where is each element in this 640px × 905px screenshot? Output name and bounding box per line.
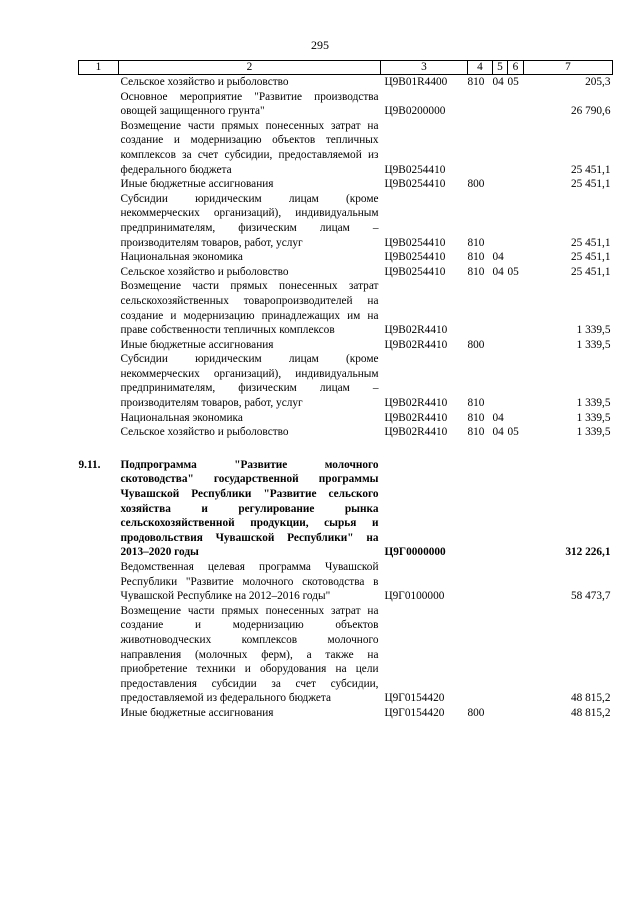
row-pr	[508, 177, 524, 192]
row-sum: 312 226,1	[565, 546, 611, 559]
row-pr	[508, 411, 524, 426]
header-col-4: 4	[468, 61, 493, 75]
table-row	[79, 177, 613, 192]
row-name: Сельское хозяйство и рыболовство	[120, 76, 289, 88]
row-pr	[508, 560, 524, 604]
row-pr	[508, 90, 524, 119]
row-vr: 810	[467, 236, 485, 249]
row-sum: 25 451,1	[570, 265, 611, 278]
row-rz: 04	[492, 76, 504, 88]
row-code: Ц9В02R4410	[384, 338, 448, 351]
row-vr: 810	[467, 397, 485, 410]
header-col-7: 7	[524, 61, 613, 75]
row-spacer	[79, 440, 613, 458]
table-row	[79, 192, 613, 250]
row-name: Сельское хозяйство и рыболовство	[120, 265, 289, 278]
row-code: Ц9В0254410	[384, 236, 446, 249]
row-name: Иные бюджетные ассигнования	[120, 338, 274, 351]
row-number	[79, 250, 119, 265]
row-pr	[508, 604, 524, 706]
row-vr	[468, 604, 493, 706]
table-row	[79, 425, 613, 440]
row-sum: 25 451,1	[570, 178, 611, 191]
row-pr	[508, 352, 524, 410]
table-body	[79, 75, 613, 721]
row-vr: 800	[467, 338, 485, 351]
table-row	[79, 352, 613, 410]
row-sum: 25 451,1	[570, 163, 611, 176]
row-pr	[508, 279, 524, 337]
row-number	[79, 604, 119, 706]
row-code: Ц9В0254410	[384, 178, 446, 191]
row-sum: 1 339,5	[576, 411, 611, 424]
row-rz	[493, 458, 508, 560]
row-sum: 1 339,5	[576, 397, 611, 410]
row-pr	[508, 338, 524, 353]
page-number: 295	[311, 38, 329, 52]
row-vr	[468, 560, 493, 604]
row-rz	[493, 177, 508, 192]
row-name: Иные бюджетные ассигнования	[120, 178, 274, 191]
row-code: Ц9Г0154420	[384, 706, 445, 719]
row-pr	[508, 250, 524, 265]
row-code: Ц9В0254410	[384, 163, 446, 176]
row-number	[79, 706, 119, 721]
table-row	[79, 338, 613, 353]
row-rz	[493, 706, 508, 721]
row-sum: 25 451,1	[570, 236, 611, 249]
row-rz	[493, 192, 508, 250]
row-code: Ц9В0254410	[384, 265, 446, 278]
row-name: Субсидии юридическим лицам (кроме некоммерческих организаций), индивидуальным предпринимателям, физическим лицам – производителям товаров, работ, услуг	[120, 353, 379, 410]
row-sum: 1 339,5	[576, 338, 611, 351]
row-vr: 810	[467, 265, 485, 278]
row-number	[79, 338, 119, 353]
row-code: Ц9В0200000	[384, 105, 446, 118]
row-sum: 58 473,7	[570, 590, 611, 603]
row-pr: 05	[507, 265, 519, 278]
row-pr: 05	[507, 426, 519, 439]
row-vr	[468, 90, 493, 119]
row-code: Ц9Г0000000	[384, 546, 446, 559]
row-number: 9.11.	[78, 458, 101, 471]
row-number	[79, 411, 119, 426]
header-col-2: 2	[119, 61, 381, 75]
row-vr	[468, 279, 493, 337]
row-name: Сельское хозяйство и рыболовство	[120, 426, 289, 439]
table-row	[79, 279, 613, 337]
table-row	[79, 560, 613, 604]
row-number	[79, 560, 119, 604]
table-row	[79, 411, 613, 426]
row-rz	[493, 90, 508, 119]
table-row	[79, 604, 613, 706]
table-row	[79, 250, 613, 265]
row-rz	[493, 560, 508, 604]
row-name: Субсидии юридическим лицам (кроме некоммерческих организаций), индивидуальным предпринимателям, физическим лицам – производителям товаров, работ, услуг	[120, 192, 379, 249]
table-header	[79, 61, 613, 75]
table-row	[79, 706, 613, 721]
row-sum: 48 815,2	[570, 706, 611, 719]
table-row	[79, 119, 613, 177]
row-pr	[508, 706, 524, 721]
row-pr	[508, 192, 524, 250]
header-col-1: 1	[79, 61, 119, 75]
row-number	[79, 265, 119, 280]
row-number	[79, 279, 119, 337]
row-sum: 1 339,5	[576, 324, 611, 337]
row-rz: 04	[492, 251, 504, 264]
row-number	[79, 192, 119, 250]
header-col-5: 5	[493, 61, 508, 75]
row-name: Ведомственная целевая программа Чувашской Республики "Развитие молочного скотоводства в Чувашской Республике на 2012–2016 годы"	[120, 561, 379, 603]
row-name: Национальная экономика	[120, 411, 243, 424]
row-name: Возмещение части прямых понесенных затрат на создание и модернизацию объектов тепличных комплексов за счет субсидии, предоставляемой из федерального бюджета	[120, 119, 379, 176]
budget-table	[78, 60, 613, 721]
row-sum: 205,3	[585, 76, 611, 88]
header-col-3: 3	[381, 61, 468, 75]
row-name: Подпрограмма "Развитие молочного скотоводства" государственной программы Чувашской Республики "Развитие сельского хозяйства и регулирование рынка сельскохозяйственной продукции, сырья и продовольствия Чувашской Республики" на 2013–2020 годы	[120, 458, 379, 559]
row-code: Ц9Г0154420	[384, 692, 445, 705]
row-code: Ц9В02R4410	[384, 397, 448, 410]
table-row	[79, 90, 613, 119]
row-name: Основное мероприятие "Развитие производства овощей защищенного грунта"	[120, 90, 379, 118]
row-sum: 26 790,6	[570, 105, 611, 118]
header-col-6: 6	[508, 61, 524, 75]
row-pr	[508, 458, 524, 560]
table-row	[79, 265, 613, 280]
row-vr: 800	[467, 178, 485, 191]
row-rz	[493, 352, 508, 410]
row-rz	[493, 604, 508, 706]
row-pr: 05	[507, 76, 519, 88]
row-code: Ц9В0254410	[384, 251, 446, 264]
row-name: Возмещение части прямых понесенных затрат на создание и модернизацию объектов животноводческих комплексов молочного направления (молочных ферм), а также на приобретение техники и оборудования на цели предоставления субсидии за счет субсидии, предоставляемой из федерального бюджета	[120, 604, 379, 705]
row-vr: 810	[467, 251, 485, 264]
row-rz: 04	[492, 265, 504, 278]
row-rz	[493, 338, 508, 353]
row-name: Иные бюджетные ассигнования	[120, 706, 274, 719]
row-vr: 810	[467, 411, 485, 424]
table-row	[79, 458, 613, 560]
row-number	[79, 119, 119, 177]
row-number	[79, 75, 119, 90]
row-number	[79, 90, 119, 119]
row-vr: 810	[467, 426, 485, 439]
table-row	[79, 75, 613, 90]
row-code: Ц9Г0100000	[384, 590, 445, 603]
row-code: Ц9В01R4400	[384, 76, 448, 88]
row-rz	[493, 119, 508, 177]
row-vr	[468, 458, 493, 560]
row-name: Возмещение части прямых понесенных затрат сельскохозяйственных товаропроизводителей на создание и модернизацию принадлежащих им на праве собственности тепличных комплексов	[120, 280, 379, 337]
row-code: Ц9В02R4410	[384, 324, 448, 337]
row-sum: 48 815,2	[570, 692, 611, 705]
row-rz: 04	[492, 426, 504, 439]
row-number	[79, 177, 119, 192]
row-rz: 04	[492, 411, 504, 424]
row-code: Ц9В02R4410	[384, 411, 448, 424]
row-number	[79, 425, 119, 440]
row-sum: 25 451,1	[570, 251, 611, 264]
row-number	[79, 352, 119, 410]
row-vr	[468, 119, 493, 177]
row-vr: 810	[467, 76, 485, 88]
row-name: Национальная экономика	[120, 251, 243, 264]
row-pr	[508, 119, 524, 177]
row-code: Ц9В02R4410	[384, 426, 448, 439]
row-vr: 800	[467, 706, 485, 719]
row-rz	[493, 279, 508, 337]
row-sum: 1 339,5	[576, 426, 611, 439]
